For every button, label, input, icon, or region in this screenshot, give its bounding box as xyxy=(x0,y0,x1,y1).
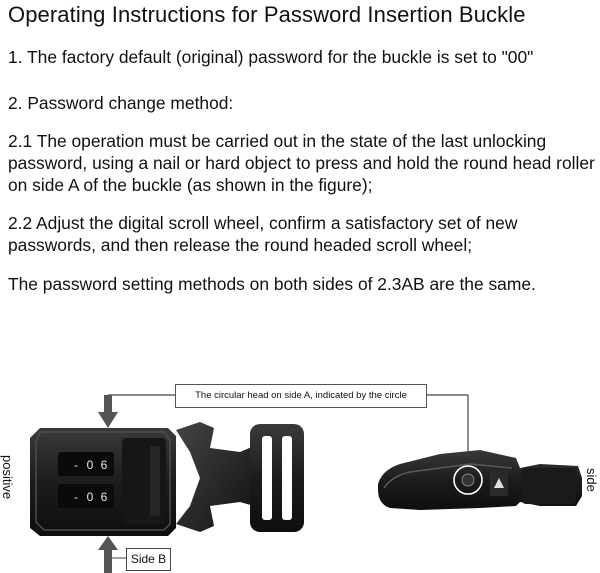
dial-digit: 0 xyxy=(86,490,94,504)
dial-digit: - xyxy=(74,490,78,504)
dial-digit: 0 xyxy=(86,458,94,472)
page-title: Operating Instructions for Password Insertion Buckle xyxy=(8,2,526,27)
instruction-default-password: 1. The factory default (original) password for the buckle is set to "00" xyxy=(8,47,534,67)
dial-digit: 6 xyxy=(100,458,108,472)
instruction-both-sides-note: The password setting methods on both sides of 2.3AB are the same. xyxy=(8,274,536,294)
dial-digit: 6 xyxy=(100,490,108,504)
side-label: side xyxy=(584,468,599,492)
down-arrow-icon xyxy=(98,395,118,428)
callout-label: The circular head on side A, indicated by the circle xyxy=(175,384,427,408)
side-b-label: Side B xyxy=(126,548,171,571)
instruction-step-2-1: 2.1 The operation must be carried out in the state of the last unlocking password, using a nail or hard object to press and hold the round head roller on side A of the buckle (as shown in the figure); xyxy=(8,131,595,195)
instruction-step-2-2: 2.2 Adjust the digital scroll wheel, confirm a satisfactory set of new passwords, and then release the round headed scroll wheel; xyxy=(8,213,518,255)
buckle-female-half xyxy=(30,428,176,536)
dial-digit: - xyxy=(74,458,78,472)
instruction-change-method-heading: 2. Password change method: xyxy=(8,93,234,113)
positive-label: positive xyxy=(0,455,15,500)
buckle-side-view xyxy=(378,450,582,510)
up-arrow-icon xyxy=(98,536,118,573)
buckle-male-half xyxy=(176,422,304,532)
